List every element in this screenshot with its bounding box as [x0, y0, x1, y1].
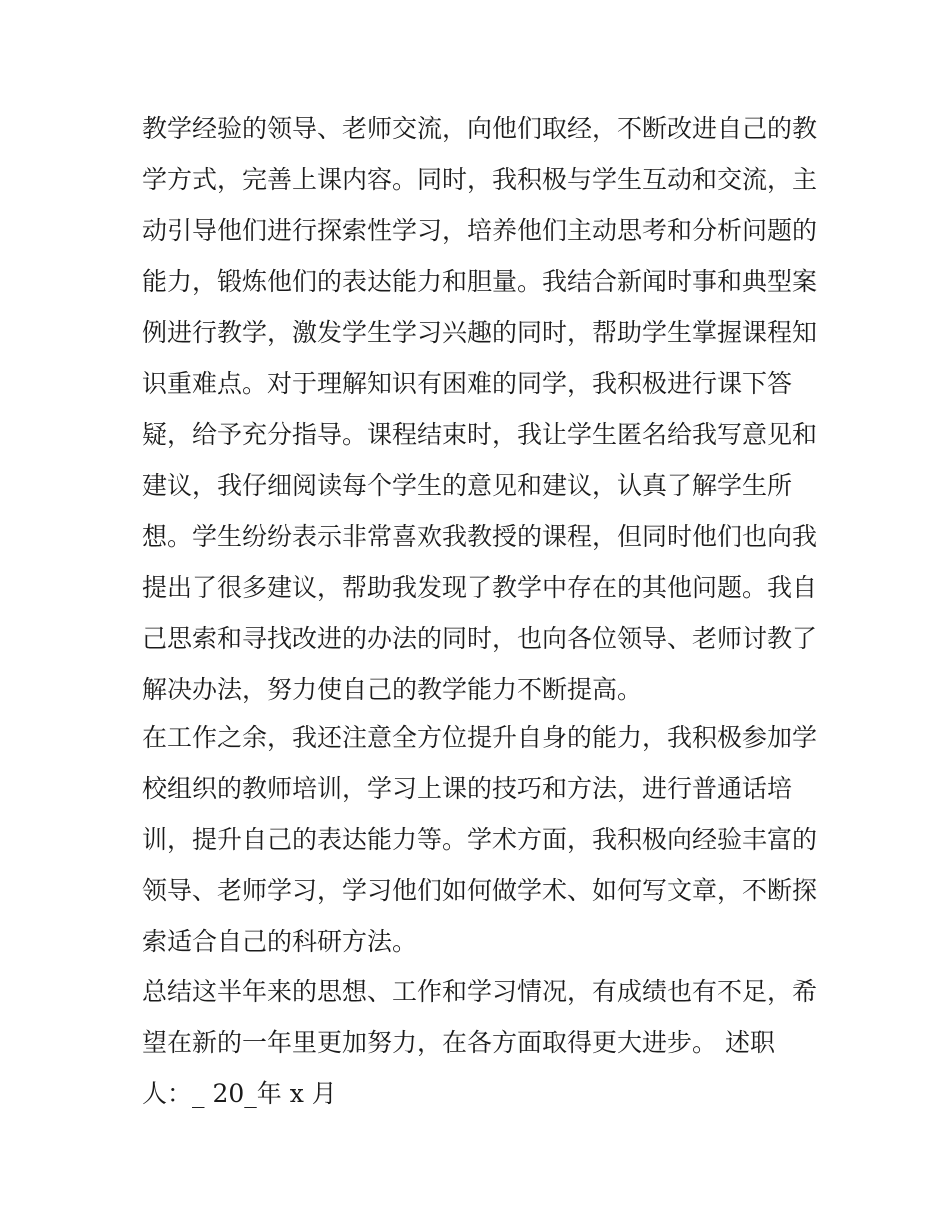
text-line: 在工作之余，我还注意全方位提升自身的能力，我积极参加学	[142, 723, 818, 752]
text-line: 校组织的教师培训，学习上课的技巧和方法，进行普通话培	[142, 774, 793, 803]
text-line: 望在新的一年里更加努力，在各方面取得更大进步。 述职	[142, 1028, 775, 1057]
text-line: 疑，给予充分指导。课程结束时，我让学生匿名给我写意见和	[142, 420, 818, 449]
text-line: 领导、老师学习，学习他们如何做学术、如何写文章，不断探	[142, 876, 818, 905]
text-line: 动引导他们进行探索性学习，培养他们主动思考和分析问题的	[142, 216, 818, 245]
text-line: 教学经验的领导、老师交流，向他们取经，不断改进自己的教	[142, 114, 818, 143]
text-line: 索适合自己的科研方法。	[142, 927, 418, 956]
text-line: 能力，锻炼他们的表达能力和胆量。我结合新闻时事和典型案	[142, 267, 818, 296]
text-line: 识重难点。对于理解知识有困难的同学，我积极进行课下答	[142, 369, 793, 398]
text-line: 己思索和寻找改进的办法的同时，也向各位领导、老师讨教了	[142, 624, 818, 653]
text-line: 解决办法，努力使自己的教学能力不断提高。	[142, 675, 643, 704]
text-line: 想。学生纷纷表示非常喜欢我教授的课程，但同时他们也向我	[142, 522, 818, 551]
text-line: 例进行教学，激发学生学习兴趣的同时，帮助学生掌握课程知	[142, 318, 818, 347]
text-line: 训，提升自己的表达能力等。学术方面，我积极向经验丰富的	[142, 825, 818, 854]
text-line: 总结这半年来的思想、工作和学习情况，有成绩也有不足，希	[142, 977, 818, 1006]
text-line: 提出了很多建议，帮助我发现了教学中存在的其他问题。我自	[142, 573, 818, 602]
text-line: 人：_ 20_年 x 月	[142, 1079, 337, 1108]
text-line: 建议，我仔细阅读每个学生的意见和建议，认真了解学生所	[142, 471, 793, 500]
text-line: 学方式，完善上课内容。同时，我积极与学生互动和交流，主	[142, 165, 818, 194]
